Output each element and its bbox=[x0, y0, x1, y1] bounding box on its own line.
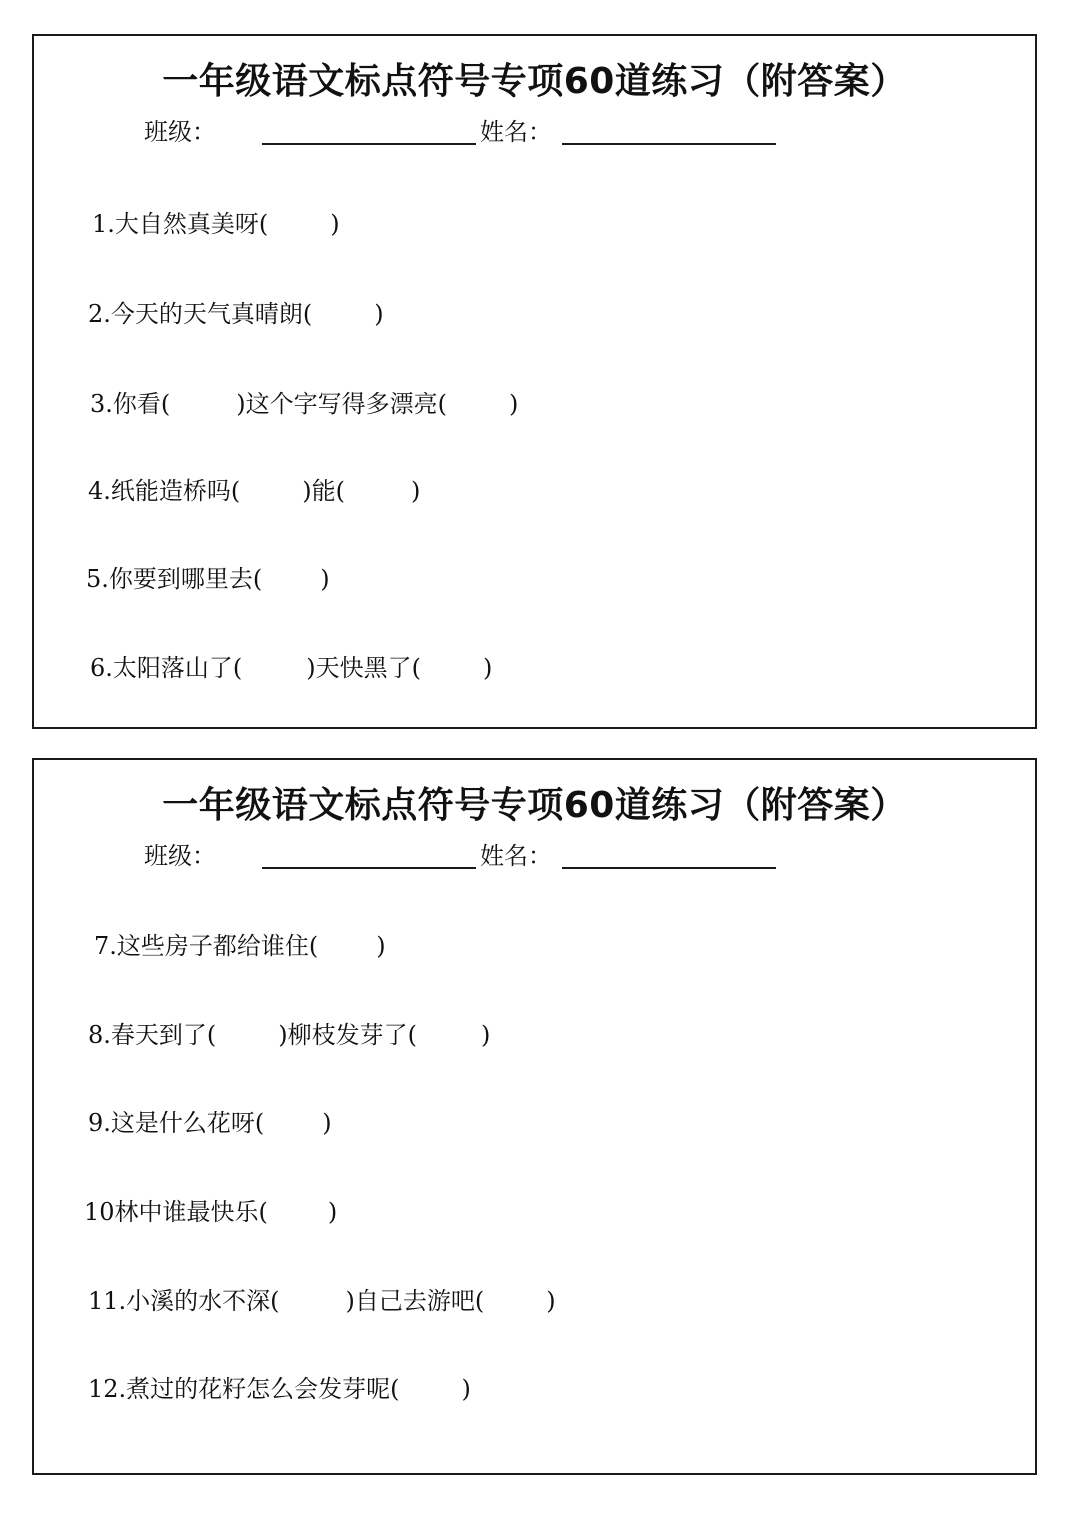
question-text: ) bbox=[322, 1109, 332, 1137]
question-text: ) bbox=[411, 477, 421, 505]
question-text: 3.你看( bbox=[90, 390, 171, 418]
student-info-row bbox=[34, 838, 1035, 874]
question-text: 11.小溪的水不深( bbox=[88, 1287, 280, 1315]
question-text: 12.煮过的花籽怎么会发芽呢( bbox=[88, 1375, 400, 1403]
question-text: ) bbox=[330, 210, 340, 238]
question-text: )自己去游吧( bbox=[345, 1287, 485, 1315]
student-info-row bbox=[34, 114, 1035, 150]
question-text: 1.大自然真美呀( bbox=[92, 210, 269, 238]
question-text: ) bbox=[481, 1021, 491, 1049]
worksheet-title: 一年级语文标点符号专项60道练习（附答案） bbox=[162, 785, 907, 826]
question-10 bbox=[84, 1194, 337, 1230]
question-3 bbox=[90, 386, 518, 422]
worksheet-title: 一年级语文标点符号专项60道练习（附答案） bbox=[162, 61, 907, 102]
question-text: ) bbox=[509, 390, 519, 418]
question-6 bbox=[90, 650, 492, 686]
class-blank-line[interactable] bbox=[262, 867, 476, 869]
worksheet-card-2 bbox=[32, 758, 1037, 1475]
question-8 bbox=[88, 1017, 490, 1053]
name-blank-line[interactable] bbox=[562, 867, 776, 869]
question-text: 4.纸能造桥吗( bbox=[88, 477, 241, 505]
name-blank-line[interactable] bbox=[562, 143, 776, 145]
question-text: ) bbox=[546, 1287, 556, 1315]
question-text: 9.这是什么花呀( bbox=[88, 1109, 265, 1137]
name-label: 姓名： bbox=[480, 118, 552, 146]
question-7 bbox=[94, 928, 386, 964]
question-11 bbox=[88, 1283, 556, 1319]
worksheet-card-1 bbox=[32, 34, 1037, 729]
class-label: 班级： bbox=[144, 842, 216, 870]
question-text: )能( bbox=[302, 477, 345, 505]
question-text: 5.你要到哪里去( bbox=[86, 565, 263, 593]
question-text: )柳枝发芽了( bbox=[278, 1021, 417, 1049]
name-label: 姓名： bbox=[480, 842, 552, 870]
question-text: ) bbox=[376, 932, 386, 960]
question-12 bbox=[88, 1371, 471, 1407]
question-text: 8.春天到了( bbox=[88, 1021, 217, 1049]
question-text: 2.今天的天气真晴朗( bbox=[88, 300, 313, 328]
question-1 bbox=[92, 206, 340, 242]
question-5 bbox=[86, 561, 330, 597]
question-text: )天快黑了( bbox=[306, 654, 421, 682]
question-text: ) bbox=[327, 1198, 338, 1226]
class-label: 班级： bbox=[144, 118, 216, 146]
question-9 bbox=[88, 1105, 332, 1141]
question-text: ) bbox=[320, 565, 330, 593]
question-text: 10林中谁最快乐( bbox=[84, 1198, 268, 1226]
question-text: 6.太阳落山了( bbox=[90, 654, 243, 682]
question-4 bbox=[88, 473, 420, 509]
question-text: ) bbox=[461, 1375, 471, 1403]
question-text: ) bbox=[374, 300, 384, 328]
question-text: ) bbox=[483, 654, 493, 682]
question-text: )这个字写得多漂亮( bbox=[236, 390, 447, 418]
question-text: 7.这些房子都给谁住( bbox=[94, 932, 319, 960]
class-blank-line[interactable] bbox=[262, 143, 476, 145]
question-2 bbox=[88, 296, 384, 332]
